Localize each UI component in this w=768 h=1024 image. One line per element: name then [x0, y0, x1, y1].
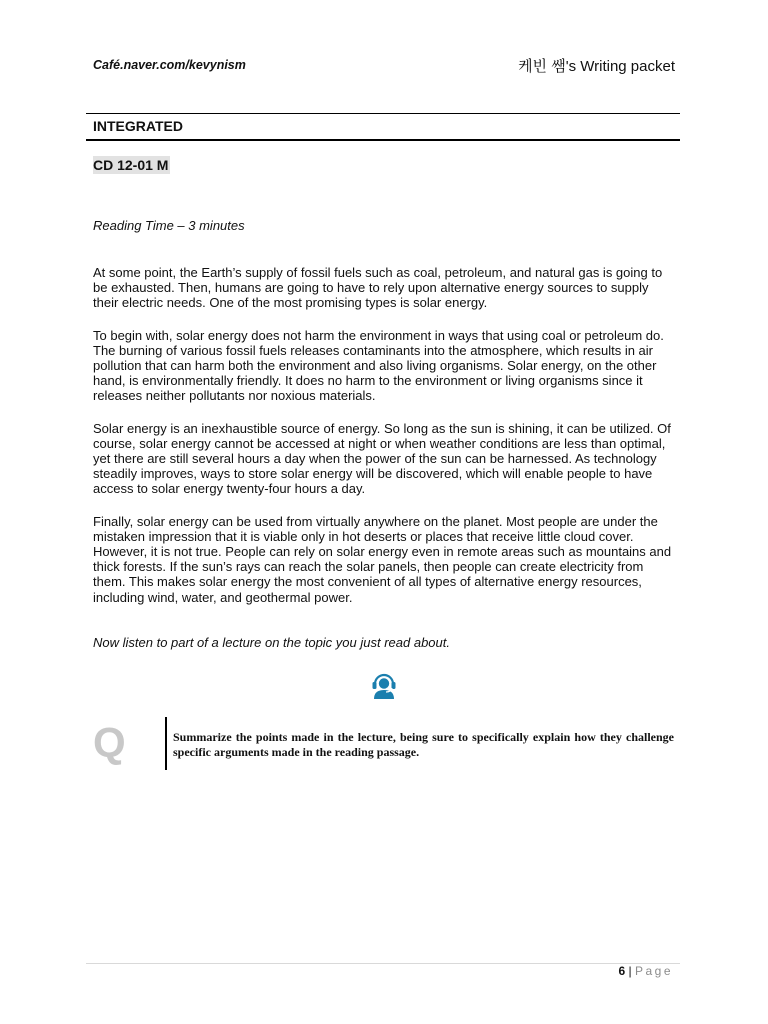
page-footer	[618, 964, 673, 978]
cd-track-label: CD 12-01 M	[93, 157, 169, 173]
headset-icon	[371, 671, 397, 699]
reading-passage	[93, 265, 677, 622]
footer-divider	[86, 963, 680, 964]
divider-top	[86, 113, 680, 114]
passage-paragraph: Finally, solar energy can be used from virtually anywhere on the planet. Most people are under the mistaken impression that it is viable only in hot deserts or places that receive little cloud cover. However, it is not true. People can rely on solar energy even in remote areas such as mountains and thick forests. If the sun’s rays can reach the solar panels, then people can create electricity from them. This makes solar energy the most convenient of all types of alternative energy resources, including wind, water, and geothermal power.	[93, 513, 672, 605]
lecture-instruction: Now listen to part of a lecture on the topic you just read about.	[93, 635, 450, 650]
site-url: Café.naver.com/kevynism	[93, 58, 246, 72]
page-number: 6	[618, 964, 626, 978]
section-title: INTEGRATED	[93, 118, 183, 134]
passage-paragraph: At some point, the Earth’s supply of fossil fuels such as coal, petroleum, and natural gas is going to be exhausted. Then, humans are going to have to rely upon alternative energy sources to supply their electric needs. One of the most promising types is solar energy.	[93, 265, 663, 311]
page-label: Page	[634, 964, 673, 978]
question-marker: Q	[93, 719, 126, 766]
passage-paragraph: To begin with, solar energy does not harm the environment in ways that using coal or petroleum do. The burning of various fossil fuels releases contaminants into the atmosphere, which results in air pollution that can harm both the environment and also living organisms. Solar energy, on the other hand, is environmentally friendly. It does no harm to the environment or living organisms since it releases neither pollutants nor noxious materials.	[93, 327, 664, 404]
question-bar	[165, 717, 167, 770]
question-prompt: Summarize the points made in the lecture, being sure to specifically explain how they challenge specific arguments made in the reading passage.	[173, 730, 674, 759]
reading-time: Reading Time – 3 minutes	[93, 218, 245, 233]
page-separator: |	[625, 964, 635, 978]
passage-paragraph: Solar energy is an inexhaustible source of energy. So long as the sun is shining, it can be utilized. Of course, solar energy cannot be accessed at night or when weather conditions are less than optimal, yet there are still several hours a day when the power of the sun can be harnessed. As technology steadily improves, ways to store solar energy will be discovered, which will enable people to have access to solar energy twenty-four hours a day.	[93, 420, 671, 497]
packet-title: 케빈 쌤's Writing packet	[518, 58, 675, 75]
divider-bottom	[86, 139, 680, 141]
